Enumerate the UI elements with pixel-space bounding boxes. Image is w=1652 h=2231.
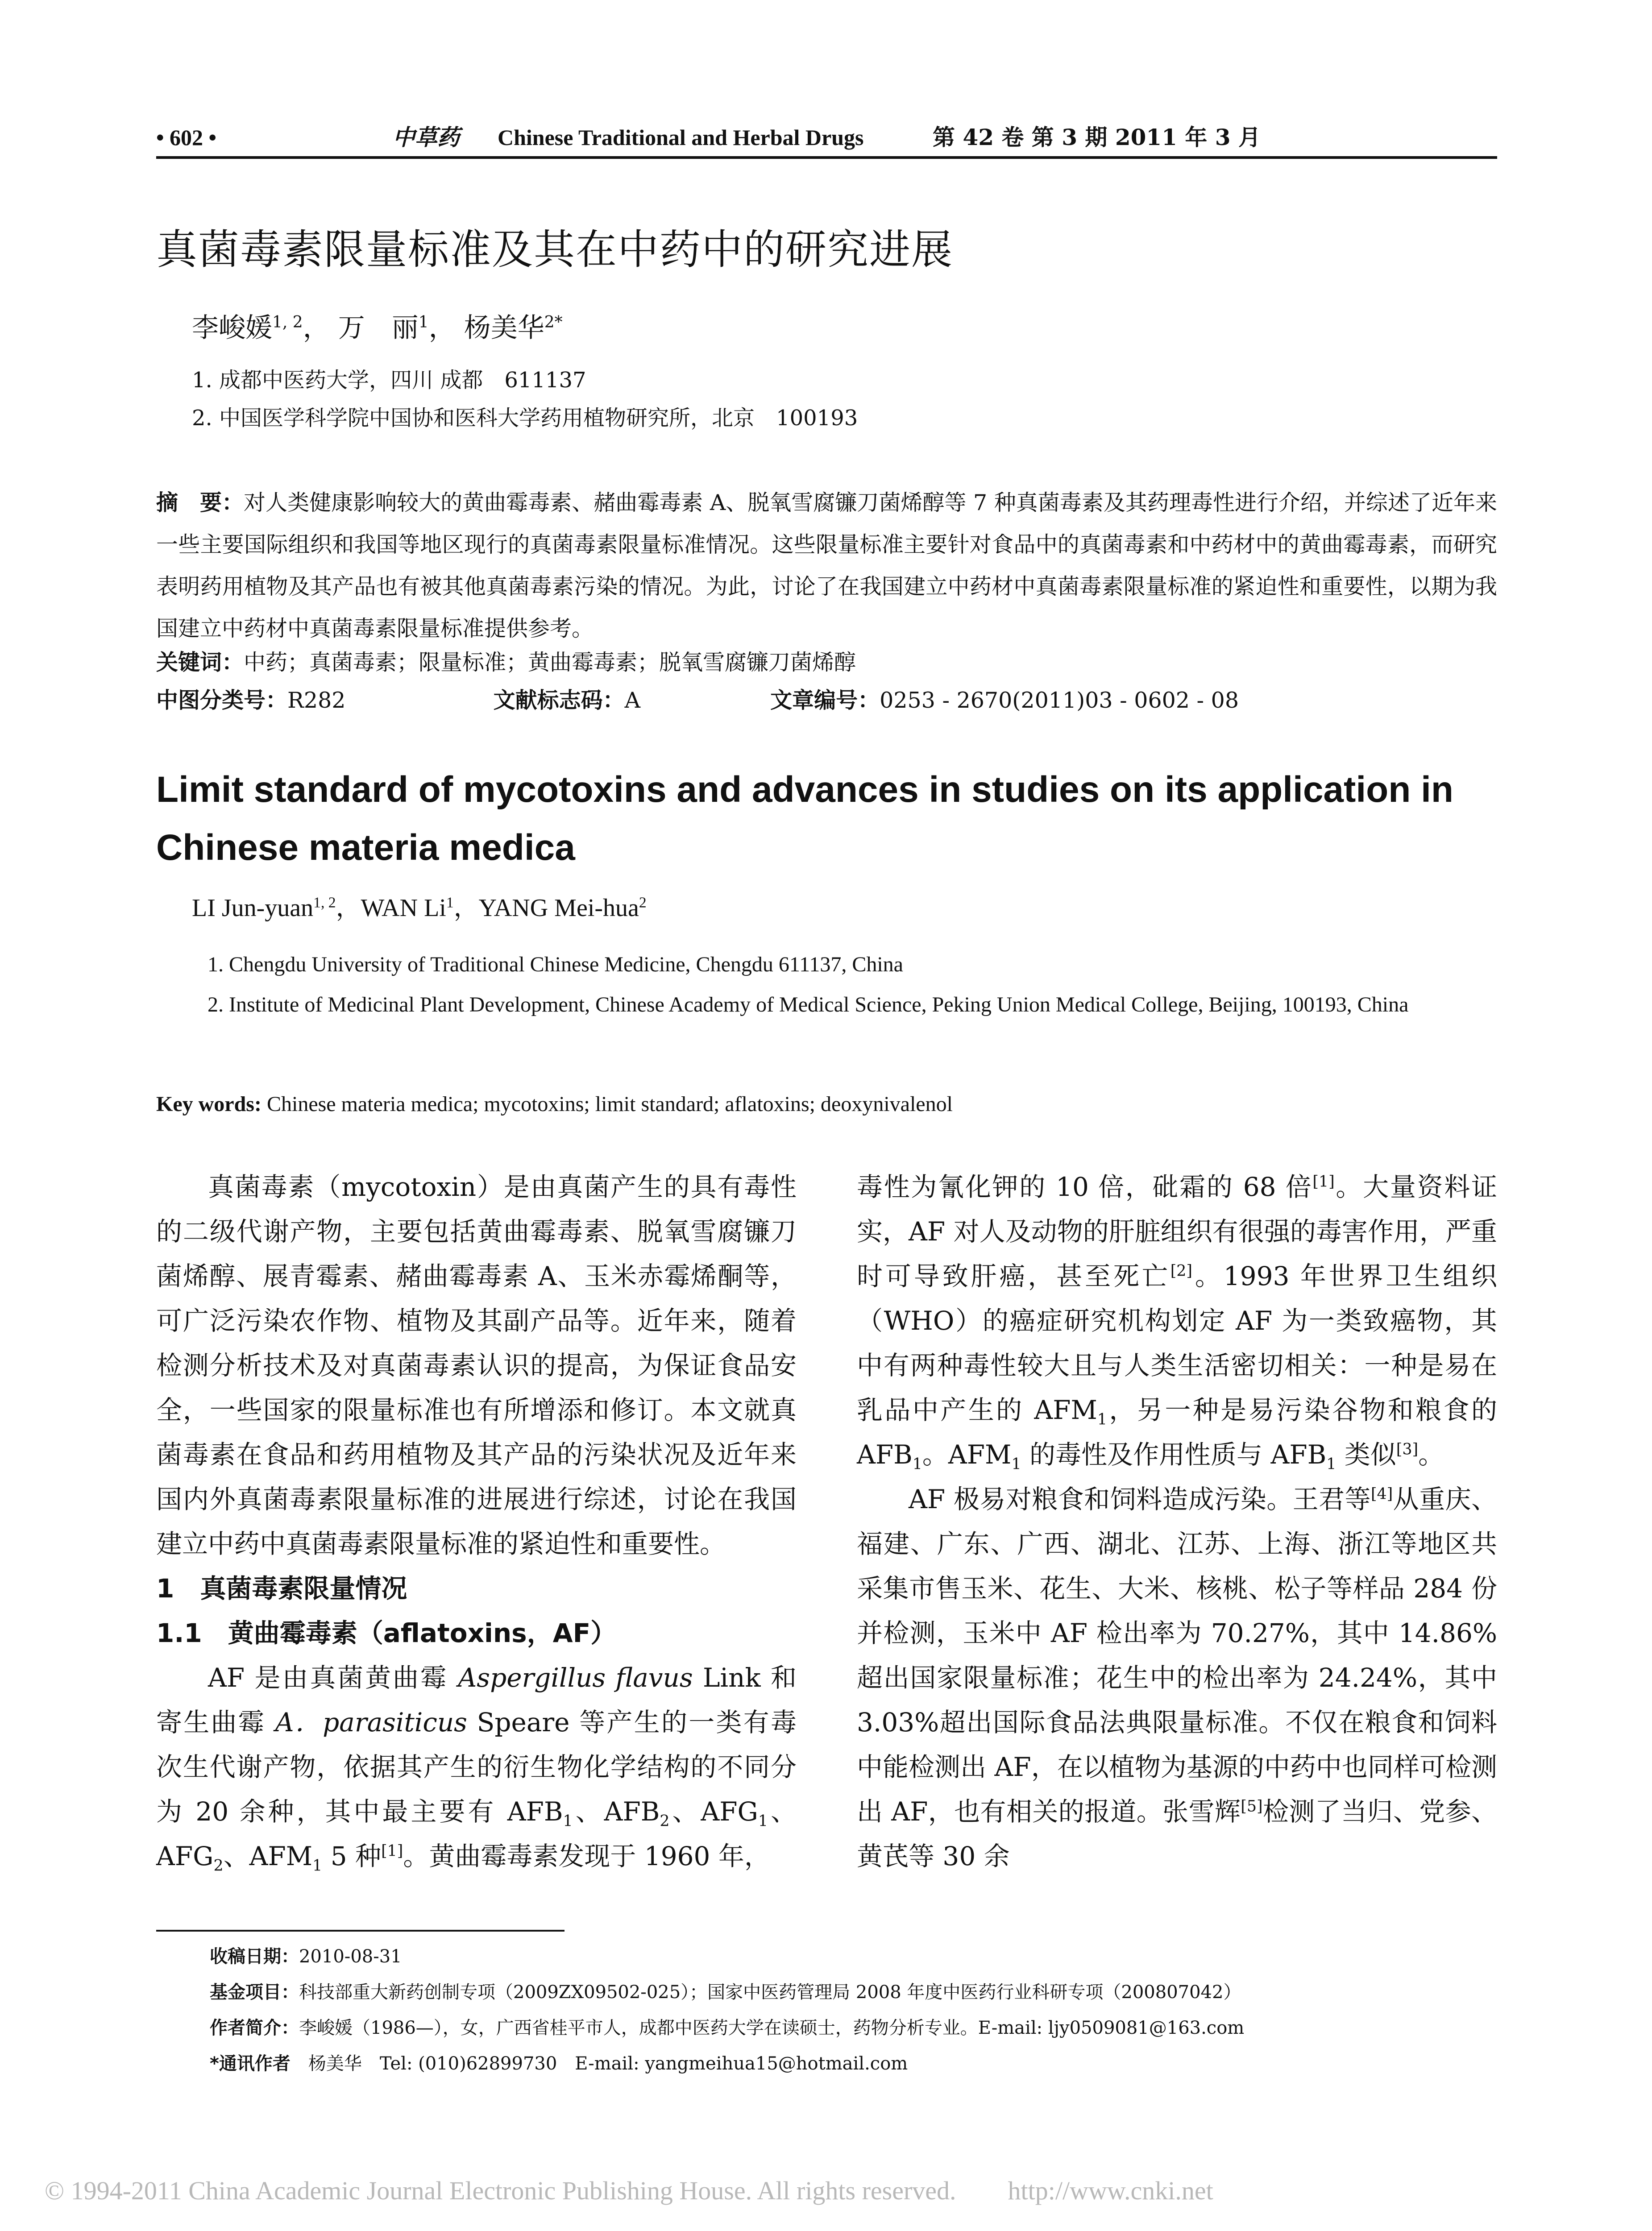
page-number: • 602 • bbox=[156, 125, 217, 150]
intro-paragraph: 真菌毒素（mycotoxin）是由真菌产生的具有毒性的二级代谢产物，主要包括黄曲霉毒素、脱氧雪腐镰刀菌烯醇、展青霉素、赭曲霉毒素 A、玉米赤霉烯酮等，可广泛污染农作物、植物及其副产品等。近年来，随着检测分析技术及对真菌毒素认识的提高，为保证食品安全，一些国家的限量标准也有所增添和修订。本文就真菌毒素在食品和药用植物及其产品的污染状况及近年来国内外真菌毒素限量标准的进展进行综述，讨论在我国建立中药中真菌毒素限量标准的紧迫性和重要性。 bbox=[156, 1172, 797, 1559]
body-column-right bbox=[857, 1165, 1497, 1879]
author-cn-3: 杨美华 bbox=[464, 312, 544, 344]
section-heading-1-1: 1.1 黄曲霉毒素（aflatoxins，AF） bbox=[156, 1618, 617, 1648]
affiliation-en-1: 1. Chengdu University of Traditional Chinese Medicine, Chengdu 611137, China bbox=[208, 953, 903, 976]
affiliation-cn-1: 1. 成都中医药大学，四川 成都 611137 bbox=[192, 368, 586, 393]
classification-row bbox=[156, 683, 1239, 718]
abstract-label: 摘 要： bbox=[156, 490, 244, 515]
journal-issue: 第 42 卷 第 3 期 2011 年 3 月 bbox=[933, 124, 1261, 150]
author-en-sep-1: ， bbox=[336, 894, 361, 922]
author-cn-1-sup: 1, 2 bbox=[272, 313, 303, 332]
title-cn: 真菌毒素限量标准及其在中药中的研究进展 bbox=[156, 226, 954, 274]
journal-name-cn: 中草药 bbox=[393, 124, 460, 150]
clc-label: 中图分类号： bbox=[156, 688, 288, 713]
doc-code-label: 文献标志码： bbox=[493, 688, 625, 713]
authors-cn: 李峻媛$^{1, 2}$， 万 丽$^1$， 杨美华$^{2*}$ bbox=[192, 312, 563, 344]
keywords-en bbox=[156, 1086, 953, 1122]
species-name-2: A．parasiticus bbox=[275, 1707, 467, 1738]
contamination-paragraph: AF 极易对粮食和饲料造成污染。王君等[4]从重庆、福建、广东、广西、湖北、江苏、上海、浙江等地区共采集市售玉米、花生、大米、核桃、松子等样品 284 份并检测，玉米中 AF 检出率为 70.27%，其中 14.86%超出国家限量标准；花生中的检出率为 24.24%，其中 3.03%超出国际食品法典限量标准。不仅在粮食和饲料中能检测出 AF，在以植物为基源的中药中也同样可检测出 AF，也有相关的报道。张雪辉[5]检测了当归、党参、黄芪等 30 余 bbox=[857, 1484, 1497, 1871]
copyright-footer: © 1994-2011 China Academic Journal Electronic Publishing House. All rights reserved. http://www.cnki.net bbox=[45, 2176, 1213, 2205]
author-en-2-sup: 1 bbox=[446, 894, 454, 911]
author-cn-3-sup: 2* bbox=[544, 313, 563, 332]
footnote-corresponding: *通讯作者 杨美华 Tel: (010)62899730 E-mail: yangmeihua15@hotmail.com bbox=[210, 2053, 908, 2074]
header-rule bbox=[156, 156, 1497, 159]
abstract-cn bbox=[156, 482, 1497, 650]
doc-code-value: A bbox=[624, 688, 640, 713]
author-en-1-sup: 1, 2 bbox=[313, 894, 336, 911]
title-en: Limit standard of mycotoxins and advances in studies on its application in Chinese materia medica bbox=[156, 769, 1453, 868]
citation-ref: [4] bbox=[1370, 1485, 1393, 1503]
clc-value: R282 bbox=[287, 688, 346, 713]
footnote-fund: 基金项目：科技部重大新药创制专项（2009ZX09502-025）；国家中医药管理局 2008 年度中医药行业科研专项（200807042） bbox=[210, 1982, 1241, 2003]
keywords-cn-text: 中药；真菌毒素；限量标准；黄曲霉毒素；脱氧雪腐镰刀菌烯醇 bbox=[244, 650, 856, 675]
affiliation-cn-2: 2. 中国医学科学院中国协和医科大学药用植物研究所，北京 100193 bbox=[192, 406, 858, 431]
article-no-label: 文章编号： bbox=[770, 688, 880, 713]
keywords-cn-label: 关键词： bbox=[156, 650, 244, 675]
author-en-1: LI Jun-yuan bbox=[192, 894, 314, 922]
citation-ref: [5] bbox=[1241, 1797, 1263, 1816]
toxicity-paragraph: 毒性为氰化钾的 10 倍，砒霜的 68 倍[1]。大量资料证实，AF 对人及动物的肝脏组织有很强的毒害作用，严重时可导致肝癌，甚至死亡[2]。1993 年世界卫生组织（WHO）的癌症研究机构划定 AF 为一类致癌物，其中有两种毒性较大且与人类生活密切相关：一种是易在乳品中产生的 $AFM_1$，另一种是易污染谷物和粮食的 $AFB_1$。$AFM_1$ 的毒性及作用性质与 $AFB_1$ 类似[3]。 bbox=[857, 1172, 1497, 1473]
citation-ref: [2] bbox=[1170, 1262, 1193, 1280]
footnote-received: 收稿日期：2010-08-31 bbox=[210, 1946, 402, 1967]
affiliation-en-2: 2. Institute of Medicinal Plant Development, Chinese Academy of Medical Science, Peking Union Medical College, Beijing, 100193, China bbox=[208, 993, 1409, 1016]
citation-ref: [1] bbox=[1312, 1173, 1335, 1191]
author-en-3: YANG Mei-hua bbox=[478, 894, 639, 922]
article-no-value: 0253 - 2670(2011)03 - 0602 - 08 bbox=[880, 688, 1239, 713]
citation-ref: [3] bbox=[1396, 1440, 1419, 1459]
footnote-rule bbox=[156, 1930, 565, 1932]
keywords-en-label: Key words: bbox=[156, 1092, 261, 1116]
author-en-2: WAN Li bbox=[361, 894, 446, 922]
body-column-left bbox=[156, 1165, 797, 1879]
keywords-cn bbox=[156, 645, 856, 680]
author-cn-2: 万 丽 bbox=[338, 312, 419, 344]
author-cn-2-sup: 1 bbox=[418, 313, 429, 332]
author-cn-1: 李峻媛 bbox=[192, 312, 272, 344]
aflatoxin-paragraph: AF 是由真菌黄曲霉 Aspergillus flavus Link 和寄生曲霉 A．parasiticus Speare 等产生的一类有毒次生代谢产物，依据其产生的衍生物化学结构的不同分为 20 余种，其中最主要有 $AFB_1$、$AFB_2$、$AFG_1$、$AFG_2$、$AFM_1$ 5 种[1]。黄曲霉毒素发现于 1960 年， bbox=[156, 1663, 797, 1875]
citation-ref: [1] bbox=[381, 1842, 403, 1860]
species-name-1: Aspergillus flavus bbox=[458, 1663, 693, 1693]
section-heading-1: 1 真菌毒素限量情况 bbox=[156, 1573, 407, 1604]
keywords-en-text: Chinese materia medica; mycotoxins; limit standard; aflatoxins; deoxynivalenol bbox=[266, 1092, 953, 1116]
journal-name-en: Chinese Traditional and Herbal Drugs bbox=[498, 125, 864, 150]
abstract-text: 对人类健康影响较大的黄曲霉毒素、赭曲霉毒素 A、脱氧雪腐镰刀菌烯醇等 7 种真菌毒素及其药理毒性进行介绍，并综述了近年来一些主要国际组织和我国等地区现行的真菌毒素限量标准情况。这些限量标准主要针对食品中的真菌毒素和中药材中的黄曲霉毒素，而研究表明药用植物及其产品也有被其他真菌毒素污染的情况。为此，讨论了在我国建立中药材中真菌毒素限量标准的紧迫性和重要性，以期为我国建立中药材中真菌毒素限量标准提供参考。 bbox=[156, 490, 1497, 641]
authors-en bbox=[192, 890, 647, 926]
author-en-3-sup: 2 bbox=[639, 894, 647, 911]
author-en-sep-2: ， bbox=[453, 894, 479, 922]
footnote-author-bio: 作者简介：李峻媛（1986—），女，广西省桂平市人，成都中医药大学在读硕士，药物分析专业。E-mail: ljy0509081@163.com bbox=[210, 2018, 1245, 2038]
